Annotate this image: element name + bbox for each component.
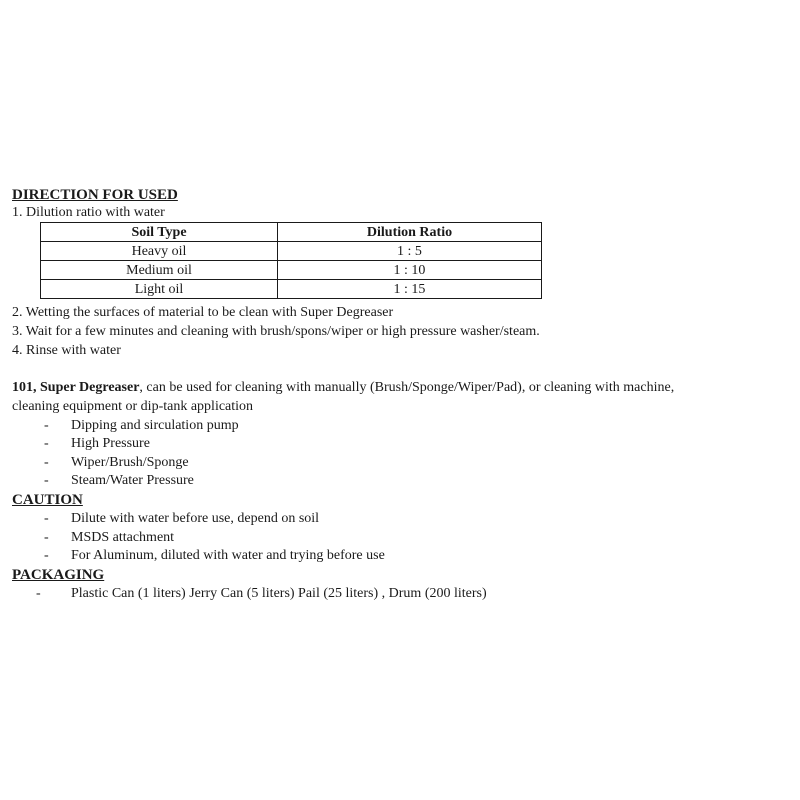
soil-type-cell: Light oil (41, 280, 278, 299)
list-dash: - (44, 418, 49, 433)
usage-line-2: cleaning equipment or dip-tank application (12, 399, 254, 414)
list-item: High Pressure (71, 436, 150, 451)
step-4: 4. Rinse with water (12, 343, 121, 358)
caution-heading: CAUTION (12, 492, 83, 508)
list-dash: - (44, 436, 49, 451)
step-2: 2. Wetting the surfaces of material to be clean with Super Degreaser (12, 305, 394, 320)
list-dash: - (36, 586, 41, 601)
list-dash: - (44, 455, 49, 470)
list-dash: - (44, 473, 49, 488)
header-dilution-ratio: Dilution Ratio (278, 223, 542, 242)
list-item: Steam/Water Pressure (71, 473, 194, 488)
step-3: 3. Wait for a few minutes and cleaning with brush/spons/wiper or high pressure washer/steam. (12, 324, 540, 339)
direction-heading: DIRECTION FOR USED (12, 187, 178, 203)
list-dash: - (44, 530, 49, 545)
ratio-cell: 1 : 15 (278, 280, 542, 299)
table-header-row (41, 223, 542, 242)
soil-type-cell: Medium oil (41, 261, 278, 280)
list-item: Dipping and sirculation pump (71, 418, 239, 433)
ratio-cell: 1 : 10 (278, 261, 542, 280)
packaging-heading: PACKAGING (12, 567, 105, 583)
list-item: Plastic Can (1 liters) Jerry Can (5 liters) Pail (25 liters) , Drum (200 liters) (71, 586, 487, 601)
list-dash: - (44, 511, 49, 526)
usage-text: , can be used for cleaning with manually (Brush/Sponge/Wiper/Pad), or cleaning with machine, (139, 380, 675, 395)
product-name: 101, Super Degreaser (12, 380, 140, 395)
table-row (41, 261, 542, 280)
list-item: Dilute with water before use, depend on soil (71, 511, 320, 526)
table-row (41, 242, 542, 261)
soil-type-cell: Heavy oil (41, 242, 278, 261)
list-item: Wiper/Brush/Sponge (71, 455, 189, 470)
list-item: For Aluminum, diluted with water and trying before use (71, 548, 385, 563)
table-row (41, 280, 542, 299)
usage-line-1 (12, 380, 674, 396)
dilution-table (40, 222, 542, 299)
ratio-cell: 1 : 5 (278, 242, 542, 261)
header-soil-type: Soil Type (41, 223, 278, 242)
list-item: MSDS attachment (71, 530, 175, 545)
step-1: 1. Dilution ratio with water (12, 205, 165, 220)
list-dash: - (44, 548, 49, 563)
